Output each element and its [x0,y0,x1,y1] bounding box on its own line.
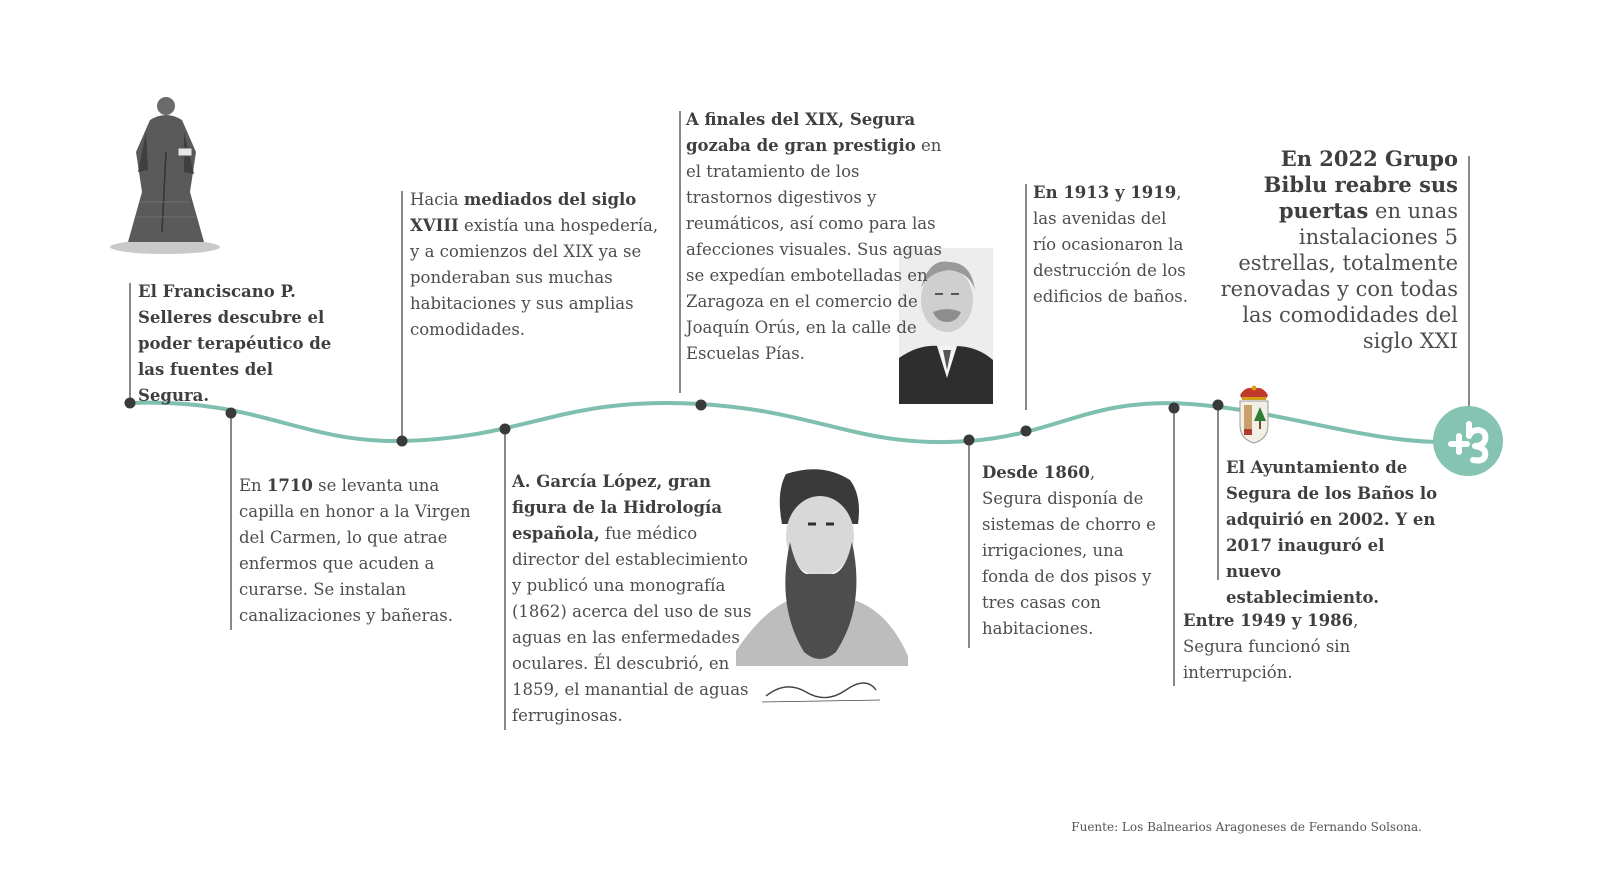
event-4 [512,469,752,729]
event-7-rest: , las avenidas del río ocasionaron la destrucción de los edificios de baños. [1033,183,1189,306]
event-5-lead: A finales del XIX, Segura gozaba de gran prestigio [686,110,916,155]
event-8-lead: Entre 1949 y 1986 [1183,611,1354,630]
event-8-rest: , Segura funcionó sin interrupción. [1183,611,1359,682]
event-5 [686,107,950,367]
grupo-biblu-logo [1433,406,1503,476]
event-6 [982,460,1156,642]
dot-7 [1021,426,1032,437]
event-1 [138,279,348,409]
event-6-rest: , Segura disponía de sistemas de chorro e irrigaciones, una fonda de dos pisos y tres casas con habitaciones. [982,463,1156,638]
event-7-lead: En 1913 y 1919 [1033,183,1177,202]
source-note: Fuente: Los Balnearios Aragoneses de Fernando Solsona. [1071,820,1422,834]
event-2-pre: En [239,476,267,495]
dot-4 [500,424,511,435]
dot-2 [226,408,237,419]
event-2-lead: 1710 [266,476,313,495]
event-3-rest: existía una hospedería, y a comienzos del XIX ya se ponderaban sus muchas habitaciones y sus amplias comodidades. [410,216,659,339]
event-5-rest: en el tratamiento de los trastornos digestivos y reumáticos, así como para las afecciones visuales. Sus aguas se expedían embotelladas en Zaragoza en el comercio de Joaquín Orús, en la calle de Escuelas Pías. [686,136,943,363]
event-9-lead: El Ayuntamiento de Segura de los Baños lo adquirió en 2002. Y en 2017 inauguró el nuevo establecimiento. [1226,458,1438,607]
event-4-rest: fue médico director del establecimiento y publicó una monografía (1862) acerca del uso de sus aguas en las enfermedades oculares. Él descubrió, en 1859, el manantial de aguas ferruginosas. [512,524,752,725]
franciscan-friar-image [100,92,230,257]
event-4-lead: A. García López, gran figura de la Hidrología española, [512,472,723,543]
event-10-rest: en unas instalaciones 5 estrellas, totalmente renovadas y con todas las comodidades del siglo XXI [1220,199,1458,353]
event-2 [239,473,471,629]
event-10 [1216,146,1458,354]
dot-8 [1169,403,1180,414]
coat-of-arms-image [1236,385,1272,445]
event-7 [1033,180,1191,310]
dot-9 [1213,400,1224,411]
signature-mark [766,683,876,698]
dot-1 [125,398,136,409]
event-3-pre: Hacia [410,190,464,209]
dot-6 [964,435,975,446]
event-8 [1183,608,1373,686]
event-3 [410,187,666,343]
event-6-lead: Desde 1860 [982,463,1090,482]
dot-3 [397,436,408,447]
dot-5 [696,400,707,411]
event-3-lead: mediados del siglo XVIII [410,190,637,235]
event-9 [1226,455,1438,611]
garcia-lopez-portrait [726,466,916,714]
event-10-lead: En 2022 Grupo Biblu reabre sus puertas [1263,146,1458,223]
event-1-lead: El Franciscano P. Selleres descubre el poder terapéutico de las fuentes del Segura. [138,282,332,405]
event-2-rest: se levanta una capilla en honor a la Virgen del Carmen, lo que atrae enfermos que acuden a curarse. Se instalan canalizaciones y bañeras. [239,476,471,625]
